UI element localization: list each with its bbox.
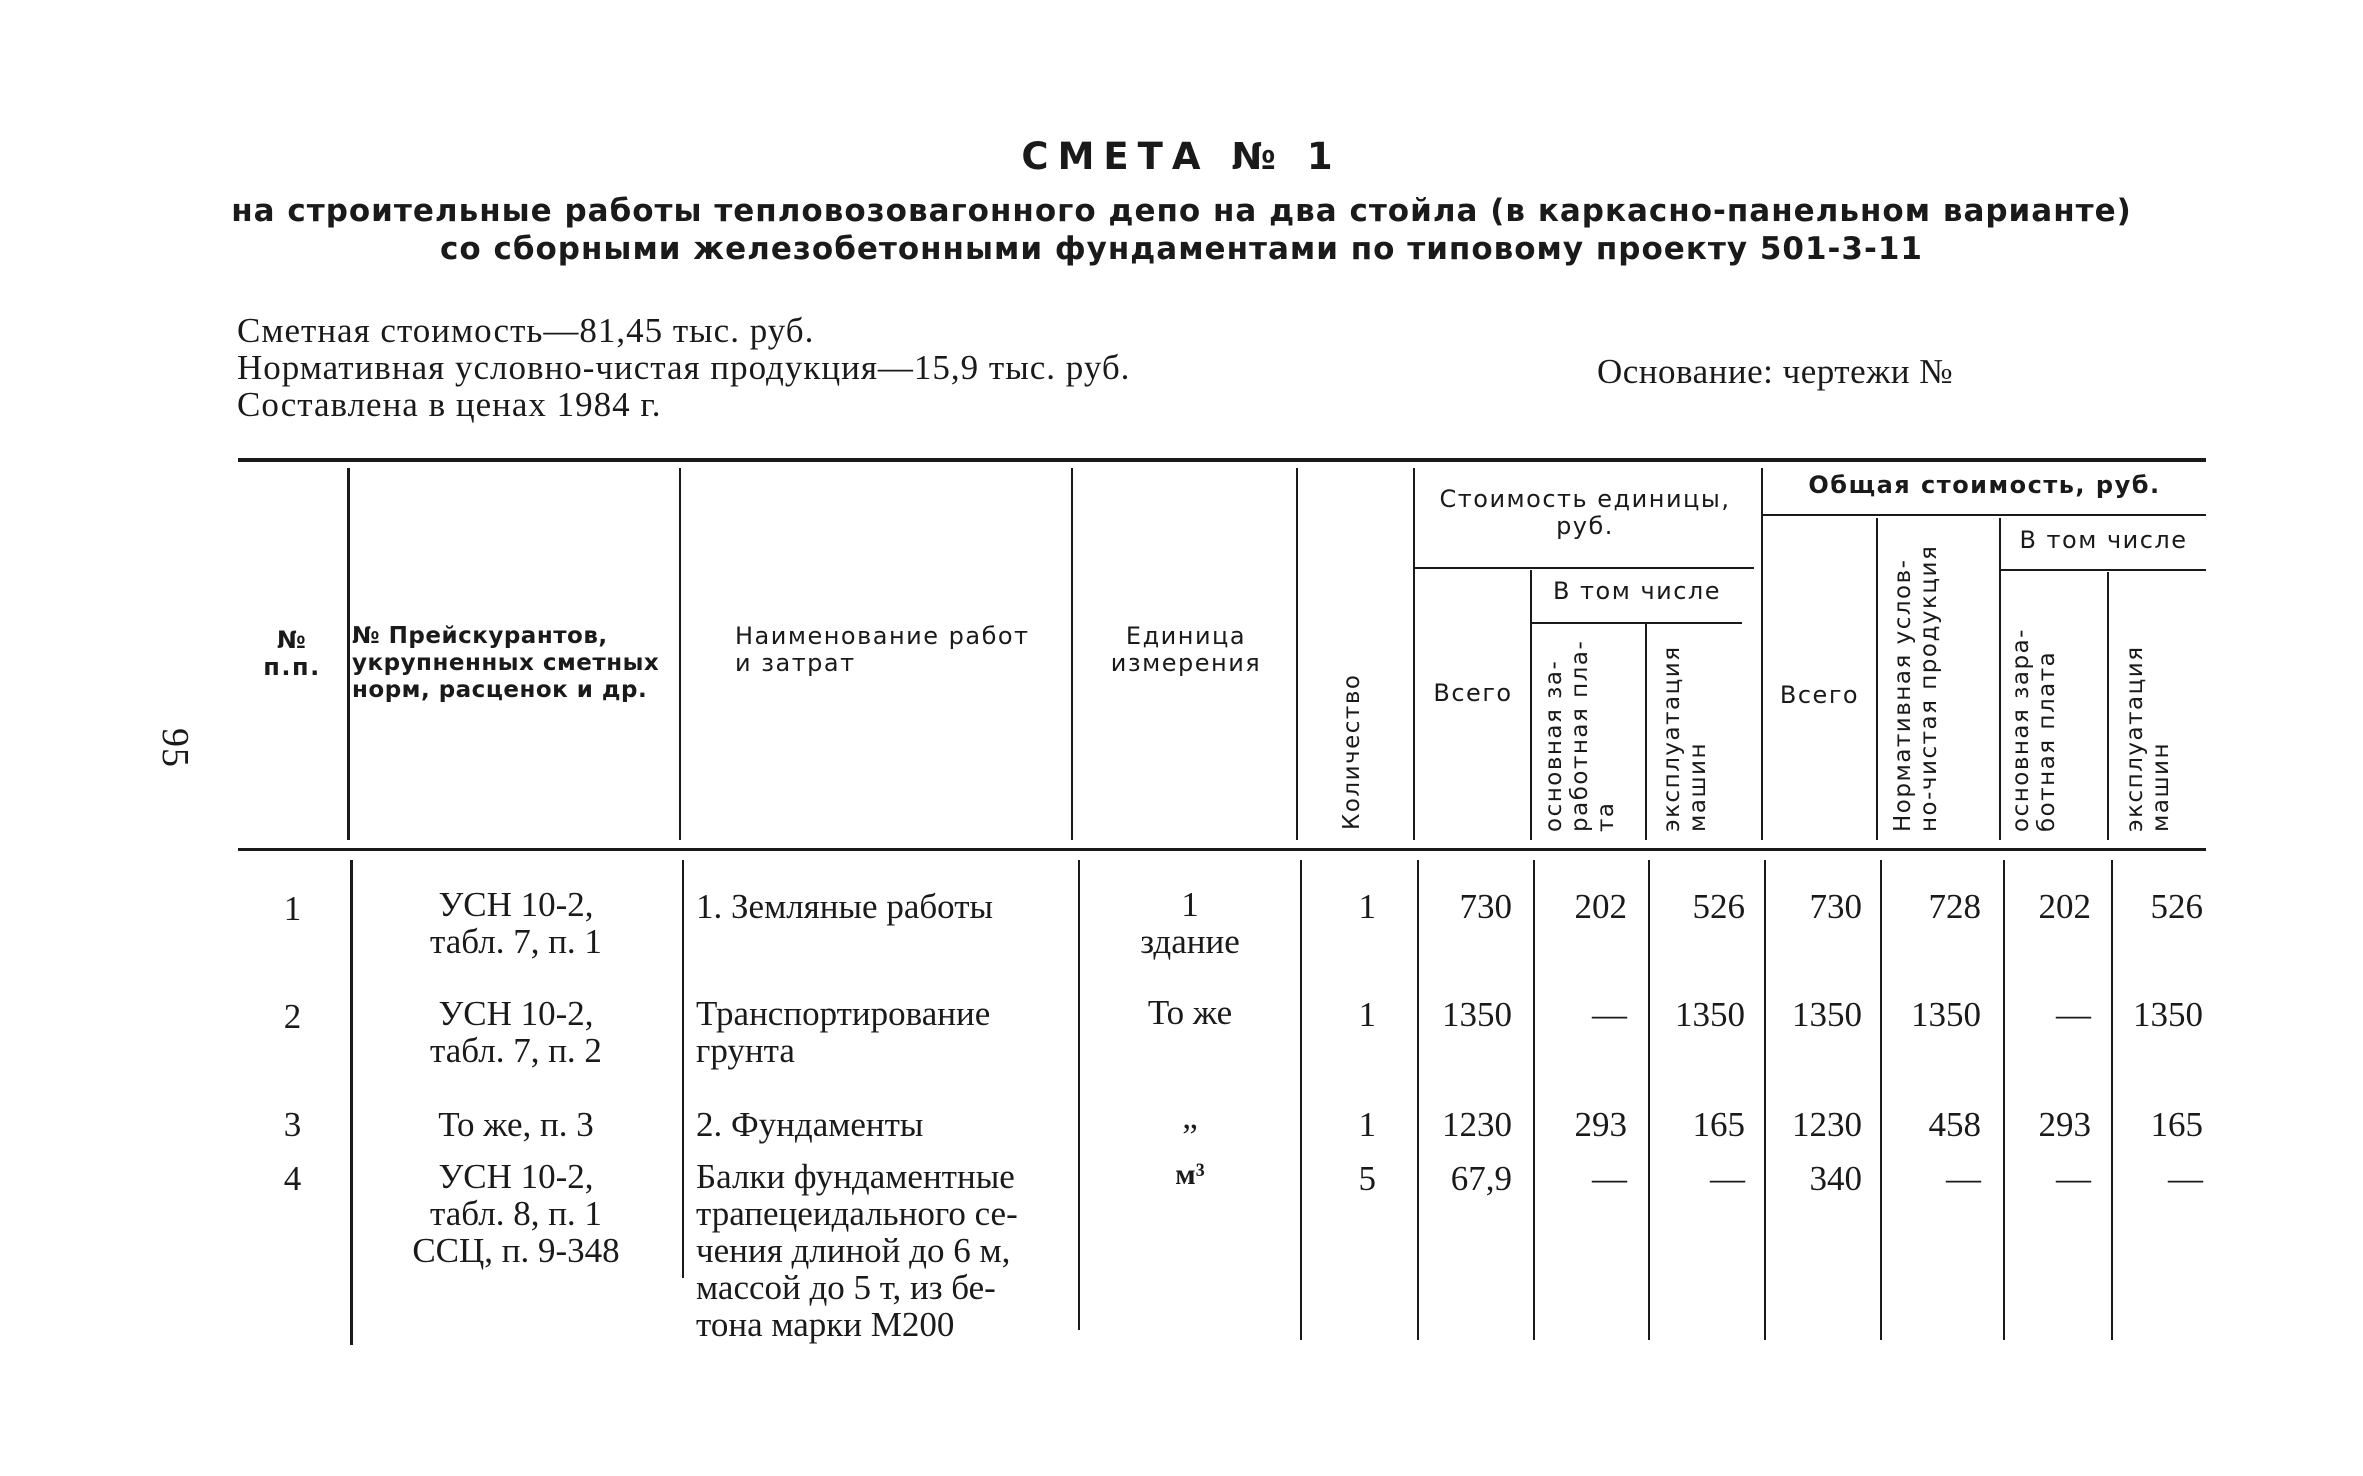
v-rule-11 [2107,572,2109,840]
v-rule-2 [679,468,681,840]
page-number: 95 [154,728,196,768]
basis-drawings: Основание: чертежи № [1597,352,1954,391]
estimated-cost: Сметная стоимость—81,45 тыс. руб. [237,311,815,350]
v-body-6 [1533,860,1535,1340]
header-unit-total: Всего [1433,679,1513,707]
normative-output: Нормативная условно-чистая продукция—15,9 тыс. руб. [237,348,1131,387]
row-total-machine: — [2168,1159,2203,1198]
v-body-11 [2111,860,2113,1340]
row-num: 3 [283,1105,302,1144]
row-unit-wage: — [1592,995,1627,1034]
header-num: № п.п. [263,626,321,681]
row-total-machine: 1350 [2133,995,2203,1034]
header-bottom-rule [238,848,2206,851]
unit-cost-rule [1414,567,1754,569]
row-unit-total: 67,9 [1450,1159,1512,1198]
row-pricelist: УСН 10-2, табл. 7, п. 2 [430,994,602,1070]
row-unit: То же [1147,993,1233,1032]
v-rule-6 [1530,570,1532,840]
v-rule-7 [1645,624,1647,840]
estimate-meta [237,312,1130,423]
row-unit-wage: — [1592,1159,1627,1198]
price-year: Составлена в ценах 1984 г. [237,385,662,424]
v-body-10 [2003,860,2005,1340]
row-total: 1350 [1792,995,1862,1034]
row-total-wage: — [2056,1159,2091,1198]
unit-incl-rule [1530,622,1742,624]
row-total-wage: 202 [2038,887,2091,926]
row-total: 1230 [1792,1105,1862,1144]
subtitle-line-2: со сборными железобетонными фундаментами по типовому проекту 501-3-11 [440,231,1923,267]
row-name: Транспортирование грунта [696,994,991,1070]
row-total-machine: 526 [2150,887,2203,926]
row-unit: 1 здание [1140,885,1240,961]
header-qty: Количество [1339,673,1365,830]
header-unit-incl: В том числе [1552,577,1722,605]
row-total: 730 [1809,887,1862,926]
v-body-7 [1648,860,1650,1340]
header-unit-cost: Стоимость единицы, руб. [1439,485,1731,540]
row-unit-machine: 526 [1692,887,1745,926]
row-qty: 1 [1358,995,1376,1034]
row-normative: 1350 [1911,995,1981,1034]
row-unit-machine: 1350 [1675,995,1745,1034]
table-top-rule [238,458,2206,462]
row-normative: — [1946,1159,1981,1198]
row-unit-total: 730 [1459,887,1512,926]
row-total: 340 [1809,1159,1862,1198]
header-total-incl: В том числе [2019,526,2188,554]
row-total-wage: 293 [2038,1105,2091,1144]
row-unit: „ [1182,1097,1198,1136]
header-total-wage: основная зара- ботная плата [2008,628,2060,832]
row-normative: 728 [1928,887,1981,926]
header-unit-wage: основная за- работная пла- та [1541,639,1619,832]
row-unit-machine: 165 [1692,1105,1745,1144]
title-block [0,135,2363,268]
row-unit-wage: 293 [1574,1105,1627,1144]
row-name: 1. Земляные работы [696,887,994,926]
v-body-5 [1417,860,1419,1340]
v-body-2 [682,860,684,1278]
row-unit-total: 1230 [1442,1105,1512,1144]
row-name: Балки фундаментные трапецеидального се- чения длиной до 6 м, массой до 5 т, из бе- тона марки М200 [696,1157,1018,1344]
v-rule-3 [1071,468,1073,840]
total-incl-rule [1999,569,2206,571]
row-unit-total: 1350 [1442,995,1512,1034]
header-total-machine: эксплуатация машин [2122,645,2174,832]
total-cost-rule [1762,514,2206,516]
header-total-normative: Нормативная услов- но-чистая продукция [1890,544,1942,832]
row-num: 2 [283,997,302,1036]
v-rule-5 [1413,468,1415,840]
page-title: СМЕТА № 1 [1021,135,1342,178]
row-total-wage: — [2056,995,2091,1034]
v-body-8 [1764,860,1766,1340]
row-qty: 1 [1358,1105,1376,1144]
v-body-9 [1880,860,1882,1340]
header-pricelist: № Прейскурантов, укрупненных сметных норм, расценок и др. [352,623,660,703]
row-unit-machine: — [1710,1159,1745,1198]
row-qty: 5 [1358,1159,1376,1198]
row-pricelist: УСН 10-2, табл. 8, п. 1 ССЦ, п. 9-348 [412,1157,620,1270]
page-subtitle [0,192,2363,268]
row-total-machine: 165 [2150,1105,2203,1144]
row-pricelist: То же, п. 3 [438,1105,594,1144]
row-num: 1 [283,889,302,928]
header-unit: Единица измерения [1110,622,1262,677]
header-total-cost: Общая стоимость, руб. [1808,471,2161,499]
row-pricelist: УСН 10-2, табл. 7, п. 1 [430,885,602,961]
v-rule-8 [1761,468,1763,840]
header-unit-machine: эксплуатация машин [1659,645,1711,832]
v-rule-9 [1876,518,1878,840]
v-rule-1 [347,468,350,840]
row-normative: 458 [1928,1105,1981,1144]
v-rule-10 [1999,518,2001,840]
row-name: 2. Фундаменты [696,1105,924,1144]
v-body-4 [1300,860,1302,1340]
header-name: Наименование работ и затрат [735,622,1030,677]
subtitle-line-1: на строительные работы тепловозовагонного депо на два стойла (в каркасно-панельном варианте) [231,193,2132,229]
row-qty: 1 [1358,887,1376,926]
v-body-1 [350,860,353,1345]
row-unit-wage: 202 [1574,887,1627,926]
header-total-total: Всего [1779,681,1860,709]
row-unit: м³ [1175,1158,1205,1191]
row-num: 4 [283,1159,302,1198]
v-body-2b [1078,860,1080,1330]
